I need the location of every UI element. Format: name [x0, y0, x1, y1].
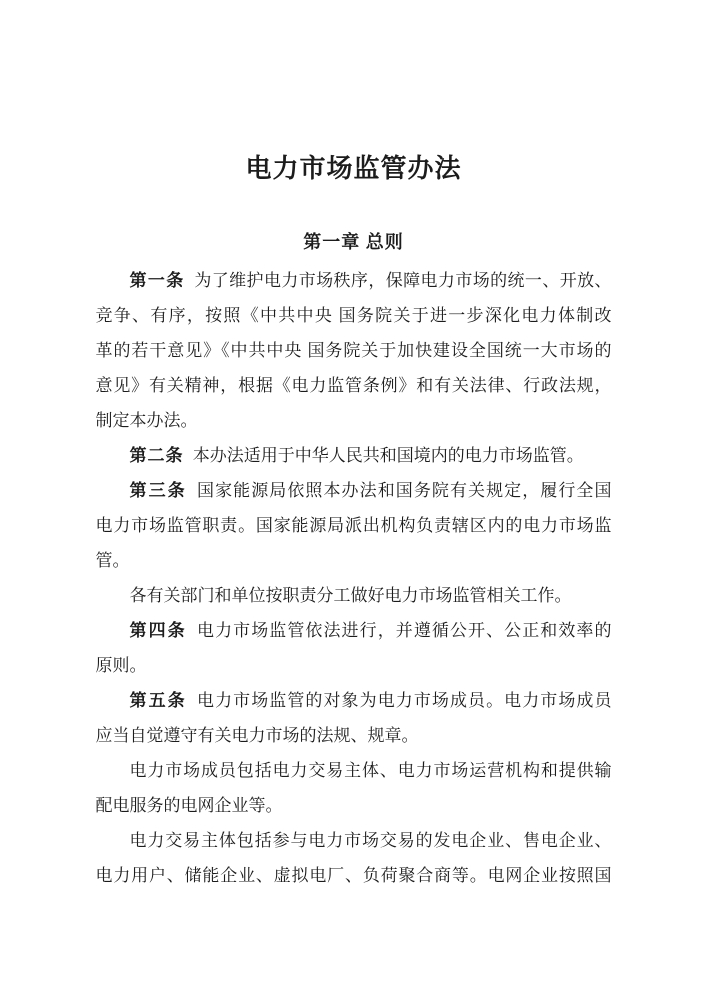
article-number: 第三条	[129, 481, 187, 500]
text-line	[96, 508, 612, 543]
text-line	[96, 648, 612, 683]
text-line	[96, 718, 612, 753]
line-text: 各有关部门和单位按职责分工做好电力市场监管相关工作。	[129, 586, 572, 605]
paragraph-article-1	[96, 263, 612, 438]
article-number: 第五条	[129, 691, 187, 710]
line-text: 电力市场监管职责。国家能源局派出机构负责辖区内的电力市场监	[95, 516, 612, 535]
paragraph-trading-entities	[96, 823, 612, 893]
line-text: 为了维护电力市场秩序，保障电力市场的统一、开放、	[189, 271, 612, 290]
document-body	[96, 263, 612, 893]
paragraph-article-3	[96, 473, 612, 578]
line-text: 革的若干意见》《中共中央 国务院关于加快建设全国统一大市场的	[95, 341, 612, 360]
paragraph-article-4	[96, 613, 612, 683]
text-line	[96, 473, 612, 508]
document-title: 电力市场监管办法	[245, 154, 462, 183]
text-line	[96, 858, 612, 893]
line-text: 电力市场成员包括电力交易主体、电力市场运营机构和提供输	[129, 761, 612, 780]
text-line	[96, 403, 612, 438]
paragraph-departments	[96, 578, 612, 613]
article-number: 第二条	[129, 446, 184, 465]
line-text: 意见》有关精神，根据《电力监管条例》和有关法律、行政法规，	[95, 376, 612, 395]
text-line	[96, 753, 612, 788]
line-text: 配电服务的电网企业等。	[95, 796, 283, 815]
paragraph-market-members	[96, 753, 612, 823]
text-line	[96, 823, 612, 858]
line-text: 国家能源局依照本办法和国务院有关规定，履行全国	[191, 481, 612, 500]
text-line	[96, 613, 612, 648]
line-text: 原则。	[95, 656, 147, 675]
article-number: 第四条	[129, 621, 187, 640]
text-line	[96, 368, 612, 403]
line-text: 本办法适用于中华人民共和国境内的电力市场监管。	[188, 446, 584, 465]
text-line	[96, 788, 612, 823]
line-text: 管。	[95, 551, 130, 570]
text-line	[96, 298, 612, 333]
chapter-heading: 第一章 总则	[303, 232, 404, 252]
article-number: 第一条	[129, 271, 185, 290]
text-line	[96, 683, 612, 718]
text-line	[96, 543, 612, 578]
text-line	[96, 438, 612, 473]
line-text: 制定本办法。	[95, 411, 198, 430]
text-line	[96, 263, 612, 298]
line-text: 电力交易主体包括参与电力市场交易的发电企业、售电企业、	[129, 831, 612, 850]
text-line	[96, 333, 612, 368]
paragraph-article-5	[96, 683, 612, 753]
text-line	[96, 578, 612, 613]
line-text: 应当自觉遵守有关电力市场的法规、规章。	[95, 726, 419, 745]
line-text: 竞争、有序，按照《中共中央 国务院关于进一步深化电力体制改	[95, 306, 612, 325]
paragraph-article-2	[96, 438, 612, 473]
line-text: 电力用户、储能企业、虚拟电厂、负荷聚合商等。电网企业按照国	[95, 866, 612, 885]
line-text: 电力市场监管的对象为电力市场成员。电力市场成员	[191, 691, 612, 710]
line-text: 电力市场监管依法进行，并遵循公开、公正和效率的	[191, 621, 612, 640]
